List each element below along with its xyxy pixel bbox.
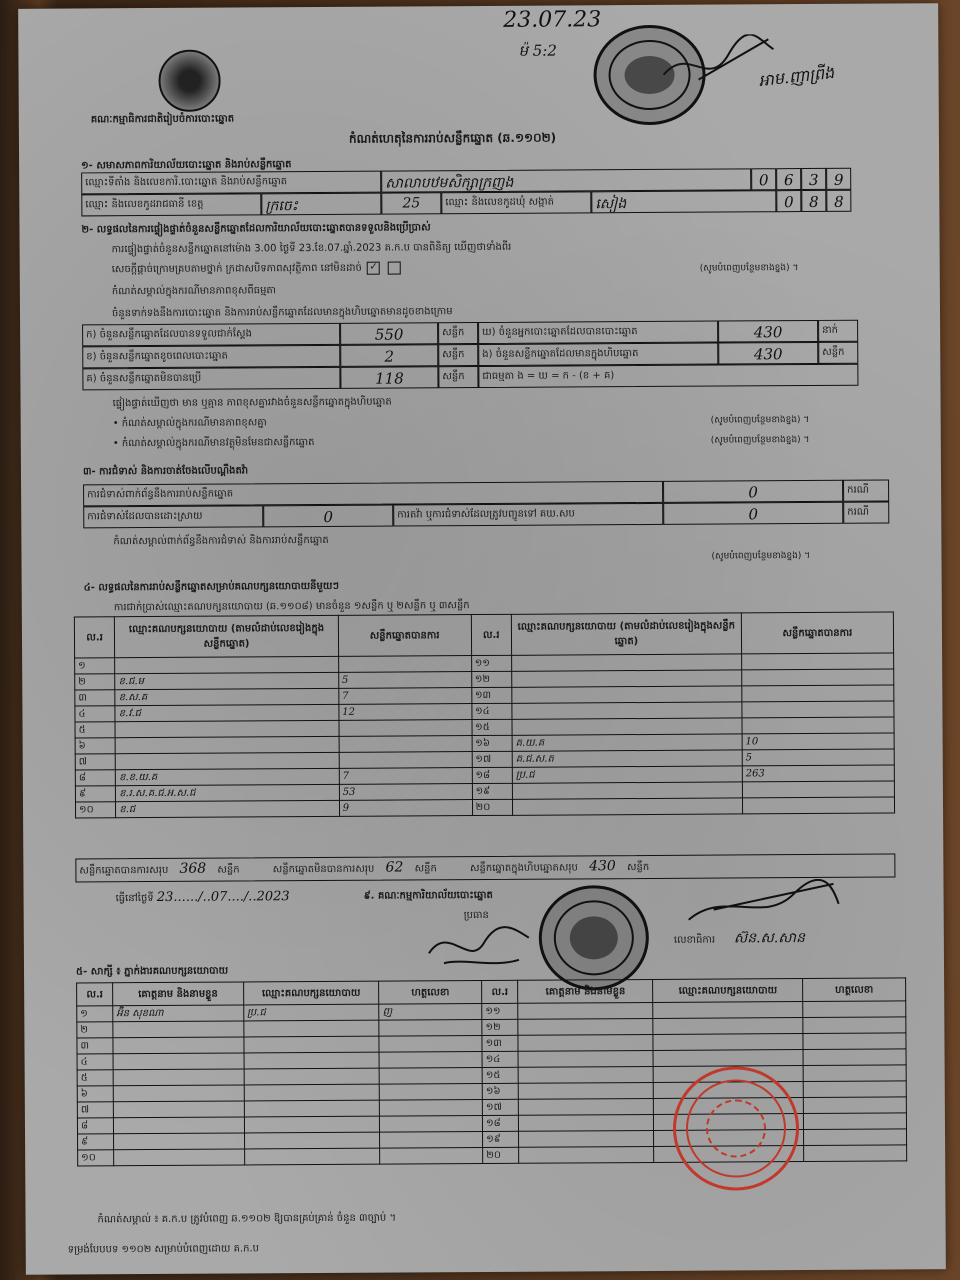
polling-station-seal: [539, 885, 650, 991]
station-code-digit-1: 0: [751, 168, 776, 190]
secretary-label: លេខាធិការ: [673, 934, 716, 946]
handwritten-date: 23.07.23: [503, 7, 602, 33]
table-row: ១ អ៊ិន សុខណា ប្រ.ជ ញ ១១: [77, 1001, 906, 1022]
table-row: ៧ ១៧: [77, 1097, 906, 1118]
table-row: ៣ ១៣: [77, 1033, 906, 1054]
table-row: ១០ ២០: [78, 1145, 907, 1166]
foreign-object-remark: • កំណត់សម្គាល់ក្នុងករណីមានវត្ថុមិនមែនជាសន្លឹកឆ្នោត: [112, 437, 315, 450]
col-votes-left: សន្លឹកឆ្នោតបានការ: [338, 615, 471, 657]
row-e-unit: សន្លឹក: [818, 342, 858, 364]
secretary-signature: [683, 879, 843, 930]
commune-code-digit-3: 8: [826, 190, 851, 212]
station-code-digit-4: 9: [826, 168, 851, 190]
resolved-value: 0: [263, 505, 393, 528]
row-c-unit: សន្លឹក: [438, 366, 478, 388]
nec-emblem-icon: [158, 50, 220, 112]
section3-title: ៣- ការជំទាស់ និងការចាត់ចែងលើបណ្តឹងតវ៉ា: [82, 465, 249, 478]
formula-row: ជាធម្មតា ង = ឃ = ក - (ខ + គ): [478, 364, 858, 388]
total-box-value: 430: [589, 858, 616, 875]
row-b-unit: សន្លឹក: [438, 344, 478, 366]
table-row: ៨ ខ.ខ.យ.គ 7 ១៨ ប្រ.ជ 263: [75, 765, 894, 786]
section1-row1-label: ឈ្មោះទីតាំង និងលេខការិ.បោះឆ្នោត និងរាប់សន្លឹកឆ្នោត: [81, 171, 381, 195]
committee-sign-label: ៩. គណៈកម្មការិយាល័យបោះឆ្នោត: [363, 889, 493, 902]
ballots-spoiled-value: 2: [340, 344, 438, 367]
section5-title: ៥- សាក្សី ៖ ភ្នាក់ងារគណបក្សនយោបាយ: [75, 965, 229, 978]
witness-table: ល.រ គោត្តនាម និងនាមខ្លួន ឈ្មោះគណបក្សនយោបាយ ហត្ថលេខា ល.រ គោត្តនាម និងនាមខ្លួន ឈ្មោះគណបក្សនយោបាយ ហត្ថលេខា ១ អ៊ិន សុខណា ប្រ.ជ ញ ១១ ២ ១២ ៣ ១៣ ៤ ១៤ ៥ ១៥ ៦ ១៦ ៧ ១៧ ៨ ១៨ ៩ ១៩ ១០ ២០: [76, 977, 907, 1166]
section1-title: ១- សមាសភាពការិយាល័យបោះឆ្នោត និងរាប់សន្លឹកឆ្នោត: [81, 159, 292, 172]
commune-seal-top: [593, 25, 706, 126]
ballots-received-value: 550: [340, 322, 438, 345]
table-row: ៩ ១៩: [78, 1129, 907, 1150]
seal-broken-checkbox[interactable]: [387, 261, 400, 274]
ballots-in-box-value: 430: [718, 342, 818, 365]
polling-station-name: សាលាបឋមសិក្សាក្រញូង: [381, 168, 751, 192]
fill-more-note-3: (សូមបំពេញបន្ថែមខាងខ្នង) ។: [710, 434, 810, 446]
commune-code-digit-1: 0: [776, 190, 801, 212]
row-e-label: ង) ចំនួនសន្លឹកឆ្នោតដែលមានក្នុងហិបឆ្នោត: [478, 343, 718, 366]
forwarded-label: ការតវ៉ា ឬការជំទាស់ដែលត្រូវបញ្ជូនទៅ គឃ.សប: [393, 503, 663, 527]
voters-voted-value: 430: [718, 320, 818, 343]
footer-form-info: ទម្រង់បែបបទ ១១០២ សម្រាប់បំពេញដោយ គ.ក.ប: [67, 1243, 260, 1256]
table-row: ៧ ១៧ គ.ជ.ស.ត 5: [75, 749, 894, 770]
table-row: ៨ ១៨: [77, 1113, 906, 1134]
row-c-label: គ) ចំនួនសន្លឹកឆ្នោតមិនបានប្រើ: [82, 367, 340, 391]
fill-more-note-4: (សូមបំពេញបន្ថែមខាងខ្នង) ។: [711, 550, 811, 562]
ballot-count-form: [18, 3, 946, 1275]
handwritten-note: អាម.ញាព្រីង: [757, 62, 836, 91]
total-valid-value: 368: [179, 860, 207, 877]
fill-more-note-1: (សូមបំពេញបន្ថែមខាងខ្នង) ។: [699, 263, 799, 274]
col-votes-right: សន្លឹកឆ្នោតបានការ: [741, 612, 893, 654]
form-title: កំណត់ហេតុនៃការរាប់សន្លឹកឆ្នោត (ឆ.១១០២): [348, 130, 557, 146]
section2-line4: ចំនួនទាក់ទងនឹងការបោះឆ្នោត និងការរាប់សន្លឹកឆ្នោតដែលមានក្នុងហិបឆ្នោតមានដូចខាងក្រោម: [111, 306, 453, 320]
table-row: ១ ១១: [75, 653, 894, 674]
section4-title: ៤- លទ្ធផលនៃការរាប់សន្លឹកឆ្នោតសម្រាប់គណបក្សនយោបាយនីមួយៗ: [83, 580, 340, 594]
resolved-label: ការជំទាស់ដែលបានដោះស្រាយ: [83, 505, 263, 528]
col-party-left: ឈ្មោះគណបក្សនយោបាយ (តាមលំដាប់លេខរៀងក្នុងសន្លឹកឆ្នោត): [115, 615, 339, 657]
table-row: ៩ ខ.រ.ស.គ.ជ.អ.ស.ជ 53 ១៩: [75, 781, 894, 802]
table-row: ២ ខ.ជ.ម 5 ១២: [75, 669, 894, 690]
table-row: ៥ ១៥: [75, 717, 894, 738]
section2-line1: ការផ្ទៀងផ្ទាត់ចំនួនសន្លឹកឆ្នោតនៅម៉ោង 3.00 ថ្ងៃទី 23.ខែ.07.ឆ្នាំ.2023 គ.ក.ប បានពិនិត្យ ឃើញថាទាំងពីរ: [111, 241, 512, 256]
ballots-unused-value: 118: [340, 366, 438, 389]
objections-unit: ករណី: [843, 480, 889, 502]
province-name: ក្រចេះ: [261, 193, 381, 216]
totals-row: សន្លឹកឆ្នោតបានការសរុប 368 សន្លឹក សន្លឹកឆ្នោតមិនបានការសរុប 62 សន្លឹក សន្លឹកឆ្នោតក្នុងហិបឆ្នោតសរុប 430 សន្លឹក: [75, 853, 895, 882]
discrepancy-note: ផ្ទៀងផ្ទាត់ឃើញថា មាន ឬគ្មាន ភាពខុសគ្នារវាងចំនួនសន្លឹកឆ្នោតក្នុងហិបឆ្នោត: [112, 396, 392, 410]
station-code-digit-2: 6: [776, 168, 801, 190]
fill-more-note-2: (សូមបំពេញបន្ថែមខាងខ្នង) ។: [710, 414, 810, 426]
commune-name: សៀង: [591, 190, 776, 213]
commune-label: ឈ្មោះ និងលេខកូដឃុំ សង្កាត់: [441, 191, 591, 214]
col-party-right: ឈ្មោះគណបក្សនយោបាយ (តាមលំដាប់លេខរៀងក្នុងសន្លឹកឆ្នោត): [511, 613, 741, 655]
table-row: ២ ១២: [77, 1017, 906, 1038]
table-row: ៤ ១៤: [77, 1049, 906, 1070]
objections-label: ការជំទាស់ពាក់ព័ន្ធនឹងការរាប់សន្លឹកឆ្នោត: [83, 481, 663, 507]
forwarded-value: 0: [663, 502, 843, 525]
forwarded-unit: ករណី: [843, 502, 889, 524]
station-code-digit-3: 3: [801, 168, 826, 190]
row-a-unit: សន្លឹក: [438, 322, 478, 344]
party-results-table: [74, 611, 895, 818]
chair-signature: [424, 918, 534, 974]
committee-name: គណៈកម្មាធិការជាតិរៀបចំការបោះឆ្នោត: [90, 113, 235, 126]
section1-row2-label: ឈ្មោះ និងលេខកូដរាជធានី ខេត្ត: [81, 193, 261, 216]
objections-value: 0: [663, 480, 843, 503]
table-row: ១០ ខ.ជ 9 ២០: [75, 797, 894, 818]
table-row: ៤ ខ.វ.ជ 12 ១៤: [75, 701, 894, 722]
table-row: ៦ ១៦: [77, 1081, 906, 1102]
section2-title: ២- លទ្ធផលនៃការផ្ទៀងផ្ទាត់ចំនួនសន្លឹកឆ្នោតដែលការិយាល័យបោះឆ្នោតបានទទួលនិងប្រើប្រាស់: [81, 222, 431, 236]
seal-intact-checkbox[interactable]: ✓: [367, 261, 380, 274]
province-code: 25: [381, 192, 441, 214]
commune-code-digit-2: 8: [801, 190, 826, 212]
signing-date: ធ្វើនៅថ្ងៃទី 23....../..07..../..2023: [115, 889, 290, 905]
table-row: ៣ ខ.ស.គ 7 ១៣: [75, 685, 894, 706]
objection-note: កំណត់សម្គាល់ពាក់ព័ន្ធនឹងការជំទាស់ និងការរាប់សន្លឹកឆ្នោត: [113, 534, 329, 548]
section4-line: ការជាក់ប្រាស់ឈ្មោះគណបក្សនយោបាយ (ឆ.១១០៨) មានចំនួន ១សន្លឹក ឬ ២សន្លឹក ឬ ៣សន្លឹក: [113, 600, 470, 614]
chair-label: ប្រធាន: [463, 909, 489, 922]
section2-line3: កំណត់សម្គាល់ក្នុងករណីមានភាពខុសពីធម្មតា: [111, 285, 276, 298]
secretary-name: ស៊ន.ស.សាន: [733, 930, 805, 947]
discrepancy-remark: • កំណត់សម្គាល់ក្នុងករណីមានភាពខុសគ្នា: [112, 417, 267, 430]
handwritten-time: ម៉ 5:2: [518, 41, 557, 60]
section2-line2: សេចក្តីផ្តាច់ក្រោមគ្របតាមថ្នាក់ ក្រដាសបិទភាពសុវត្ថិភាព នៅមិនដាច់ ✓: [112, 260, 403, 277]
row-d-label: ឃ) ចំនួនអ្នកបោះឆ្នោតដែលបានបោះឆ្នោត: [478, 321, 718, 344]
row-d-unit: នាក់: [818, 320, 858, 342]
col-no-left: ល.រ: [74, 617, 115, 658]
table-row: ៦ ១៦ គ.យ.គ 10: [75, 733, 894, 754]
footer-note: កំណត់សម្គាល់ ៖ គ.ក.ប ត្រូវបំពេញ ឆ.១១០២ ឱ្យបានគ្រប់គ្រាន់ ចំនួន ៣ច្បាប់ ។: [97, 1212, 397, 1226]
row-b-label: ខ) ចំនួនសន្លឹកឆ្នោតខូចពេលបោះឆ្នោត: [82, 345, 340, 369]
total-invalid-value: 62: [385, 859, 404, 876]
table-row: ៥ ១៥: [77, 1065, 906, 1086]
col-no-right: ល.រ: [471, 614, 512, 655]
red-official-seal: [673, 1066, 800, 1191]
row-a-label: ក) ចំនួនសន្លឹកឆ្នោតដែលបានទទួលជាក់ស្តែង: [82, 323, 340, 347]
